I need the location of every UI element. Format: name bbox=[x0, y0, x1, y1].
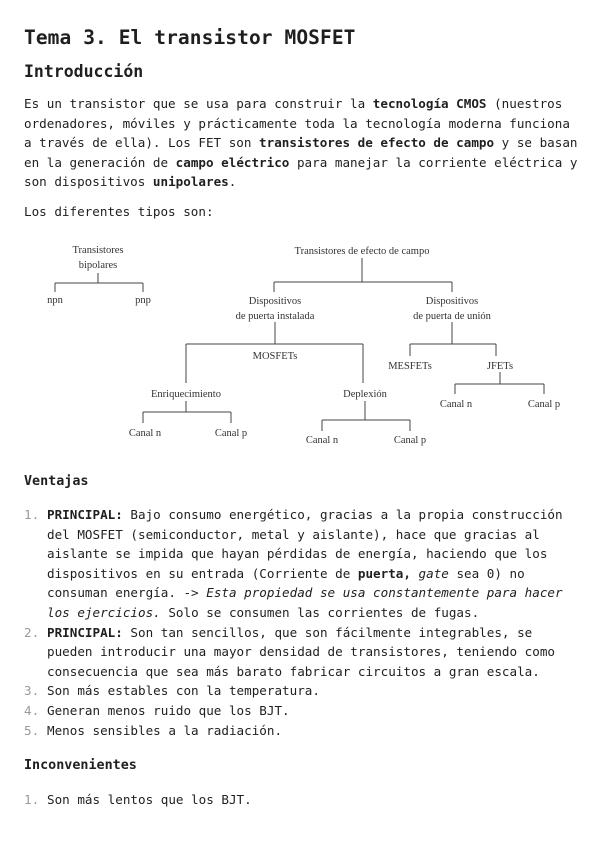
list-item: 1. Son más lentos que los BJT. bbox=[24, 792, 252, 807]
list-item: 2. PRINCIPAL: Son tan sencillos, que son fácilmente integrables, se pueden introducir una mayor densidad de transistores, teniendo como consecuencia que sea más barato fabricar circuitos a gran escala. bbox=[24, 624, 555, 679]
disadvantages-heading: Inconvenientes bbox=[24, 758, 137, 773]
junction-gate-label-line2: de puerta de unión bbox=[413, 311, 491, 322]
depletion-channel-n-label: Canal n bbox=[305, 435, 339, 446]
depletion-channel-p-label: Canal p bbox=[393, 435, 427, 446]
fet-root-label: Transistores de efecto de campo bbox=[294, 246, 430, 257]
npn-label: npn bbox=[47, 295, 63, 306]
list-item: 1. PRINCIPAL: Bajo consumo energético, gracias a la propia construcción del MOSFET (semiconductor, metal y aislante), hace que gracias al aislante se impida que hayan pérdidas de energía, haciendo que los dispositivos en su entrada (Corriente de puerta, gate sea 0) no consuman energía. -> Esta propiedad se usa constantemente para hacer los ejercicios. Solo se consumen las corrientes de fugas. bbox=[24, 507, 563, 620]
bipolar-label-line2: bipolares bbox=[78, 260, 118, 271]
insulated-gate-label-line2: de puerta instalada bbox=[235, 311, 315, 322]
advantages-heading: Ventajas bbox=[24, 474, 89, 489]
pnp-label: pnp bbox=[135, 295, 151, 306]
jfet-channel-p-label: Canal p bbox=[527, 399, 561, 410]
page-title: Tema 3. El transistor MOSFET bbox=[24, 26, 356, 49]
mosfets-label: MOSFETs bbox=[252, 351, 298, 362]
list-item: 3. Son más estables con la temperatura. bbox=[24, 683, 320, 699]
list-item: 4. Generan menos ruido que los BJT. bbox=[24, 702, 290, 718]
enhancement-channel-p-label: Canal p bbox=[214, 428, 248, 439]
insulated-gate-label-line1: Dispositivos bbox=[248, 296, 302, 307]
intro-paragraph: Es un transistor que se usa para construir la tecnología CMOS (nuestros ordenadores, móviles y prácticamente toda la tecnología moderna funciona a través de ella). Los FET son transistores de efecto de campo y se basan en la generación de campo eléctrico para manejar la corriente eléctrica y son dispositivos unipolares. bbox=[24, 96, 578, 190]
types-intro-text: Los diferentes tipos son: bbox=[24, 204, 214, 219]
junction-gate-label-line1: Dispositivos bbox=[425, 296, 479, 307]
bipolar-label-line1: Transistores bbox=[72, 245, 124, 256]
intro-heading: Introducción bbox=[24, 62, 144, 81]
mesfets-label: MESFETs bbox=[388, 361, 432, 372]
list-item: 5. Menos sensibles a la radiación. bbox=[24, 722, 283, 738]
enhancement-channel-n-label: Canal n bbox=[128, 428, 162, 439]
jfets-label: JFETs bbox=[486, 361, 514, 372]
jfet-channel-n-label: Canal n bbox=[439, 399, 473, 410]
depletion-label: Deplexión bbox=[343, 389, 387, 400]
enhancement-label: Enriquecimiento bbox=[151, 389, 221, 400]
